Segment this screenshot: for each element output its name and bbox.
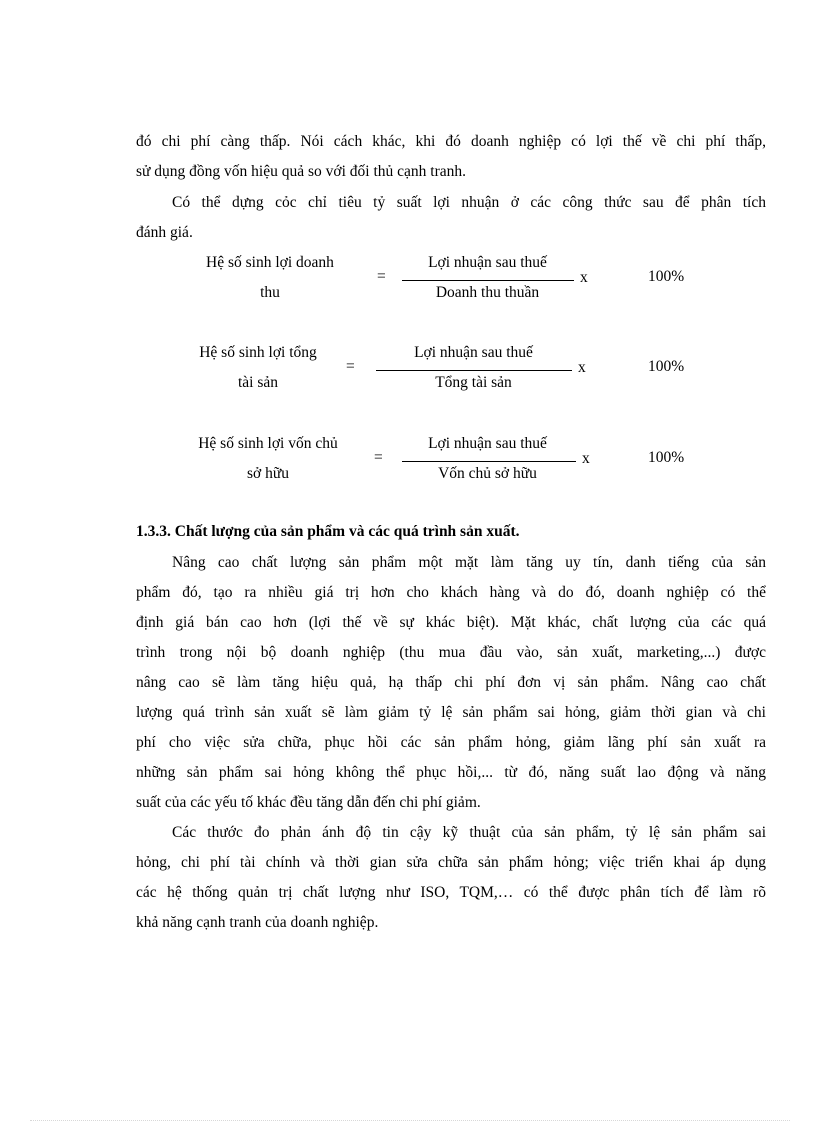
formula-label-line-2: thu — [260, 284, 280, 301]
paragraph-2-line-2: đánh giá. — [136, 224, 193, 241]
formula-denominator: Doanh thu thuần — [435, 284, 540, 301]
formula-numerator: Lợi nhuận sau thuế — [428, 254, 547, 271]
equals-sign: = — [346, 358, 355, 375]
formula-profit-on-assets — [0, 342, 816, 402]
paragraph-3-line-1: Nâng cao chất lượng sản phẩm một mặt làm tăng uy tín, danh tiếng của sản — [172, 554, 766, 571]
paragraph-1-line-2: sử dụng đồng vốn hiệu quả so với đối thủ cạnh tranh. — [136, 163, 467, 180]
paragraph-3-line-8: những sản phẩm sai hỏng không thể phục hồi,... từ đó, năng suất lao động và năng — [136, 764, 766, 781]
equals-sign: = — [374, 449, 383, 466]
paragraph-3-line-4: trình trong nội bộ doanh nghiệp (thu mua đầu vào, sản xuất, marketing,...) được — [136, 644, 766, 661]
paragraph-4-line-1: Các thước đo phản ánh độ tin cậy kỹ thuật của sản phẩm, tỷ lệ sản phẩm sai — [172, 824, 766, 841]
paragraph-4-line-3: các hệ thống quản trị chất lượng như ISO, TQM,… có thể được phân tích để làm rõ — [136, 884, 766, 901]
formula-denominator: Vốn chủ sở hữu — [438, 465, 537, 482]
formula-percent: 100% — [648, 358, 685, 375]
formula-percent: 100% — [648, 449, 685, 466]
formula-label-line-2: sở hữu — [246, 465, 289, 482]
paragraph-2-line-1: Có thể dựng cỏc chỉ tiêu tỷ suất lợi nhuận ở các công thức sau để phân tích — [172, 194, 766, 211]
paragraph-3-line-6: lượng quá trình sản xuất sẽ làm giảm tỷ lệ sản phẩm sai hỏng, giảm thời gian và chi — [136, 704, 766, 721]
paragraph-3-line-9: suất của các yếu tố khác đều tăng dẫn đến chi phí giảm. — [136, 794, 481, 811]
formula-label-line-1: Hệ số sinh lợi doanh — [206, 254, 334, 271]
multiply-sign: x — [578, 359, 586, 376]
paragraph-4-line-2: hỏng, chi phí tài chính và thời gian sửa chữa sản phẩm hỏng; việc triển khai áp dụng — [136, 854, 766, 871]
formula-label-line-2: tài sản — [237, 374, 279, 391]
formula-profit-on-equity — [0, 433, 816, 493]
fraction-bar — [376, 370, 572, 371]
fraction-bar — [402, 461, 576, 462]
section-heading: 1.3.3. Chất lượng của sản phẩm và các quá trình sản xuất. — [136, 523, 520, 540]
paragraph-3-line-7: phí cho việc sửa chữa, phục hồi các sản phẩm hỏng, giảm lãng phí sản xuất ra — [136, 734, 766, 751]
formula-denominator: Tổng tài sản — [435, 374, 512, 391]
formula-label-line-1: Hệ số sinh lợi vốn chủ — [198, 435, 338, 452]
paragraph-3-line-2: phẩm đó, tạo ra nhiều giá trị hơn cho khách hàng và do đó, doanh nghiệp có thể — [136, 584, 766, 601]
paragraph-4-line-4: khả năng cạnh tranh của doanh nghiệp. — [136, 914, 379, 931]
formula-percent: 100% — [648, 268, 685, 285]
formula-label-line-1: Hệ số sinh lợi tổng — [199, 344, 317, 361]
equals-sign: = — [377, 268, 386, 285]
formula-numerator: Lợi nhuận sau thuế — [414, 344, 533, 361]
fraction-bar — [402, 280, 574, 281]
page-bottom-rule — [30, 1120, 790, 1121]
formula-profit-on-revenue — [0, 252, 816, 312]
paragraph-3-line-5: nâng cao sẽ làm tăng hiệu quả, hạ thấp chi phí đơn vị sản phẩm. Nâng cao chất — [136, 674, 766, 691]
paragraph-3-line-3: định giá bán cao hơn (lợi thế về sự khác biệt). Mặt khác, chất lượng của các quá — [136, 614, 766, 631]
formula-numerator: Lợi nhuận sau thuế — [428, 435, 547, 452]
paragraph-1-line-1: đó chi phí càng thấp. Nói cách khác, khi đó doanh nghiệp có lợi thế về chi phí thấp, — [136, 133, 766, 150]
multiply-sign: x — [580, 269, 588, 286]
multiply-sign: x — [582, 450, 590, 467]
